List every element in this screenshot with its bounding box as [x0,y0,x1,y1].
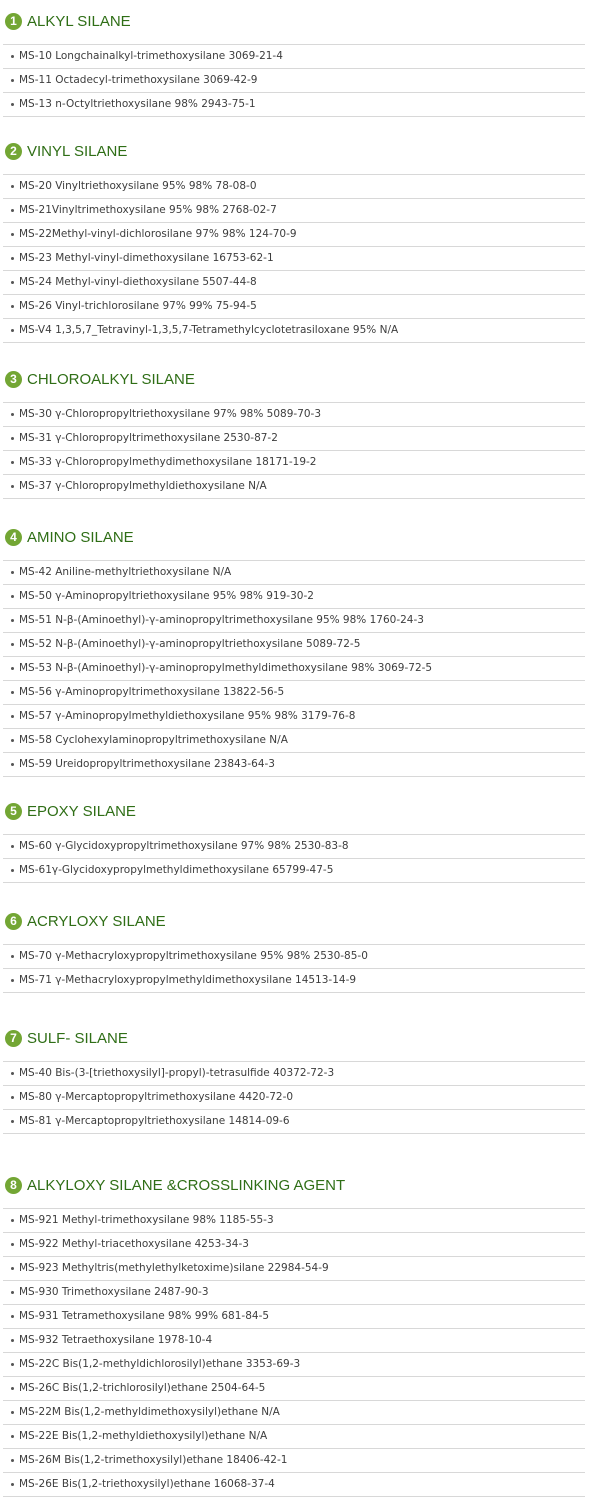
bullet-icon [11,281,14,284]
product-text: MS-42 Aniline-methyltriethoxysilane N/A [19,566,232,578]
list-item [3,69,585,93]
bullet-icon [11,715,14,718]
bullet-icon [11,55,14,58]
product-text: MS-931 Tetramethoxysilane 98% 99% 681-84-5 [19,1310,270,1322]
list-item [3,1110,585,1134]
product-text: MS-37 γ-Chloropropylmethyldiethoxysilane N/A [19,480,267,492]
product-list [3,1061,585,1134]
bullet-icon [11,1096,14,1099]
bullet-icon [11,461,14,464]
section-header [0,369,589,391]
product-text: MS-20 Vinyltriethoxysilane 95% 98% 78-08-0 [19,180,257,192]
bullet-icon [11,869,14,872]
product-text: MS-V4 1,3,5,7_Tetravinyl-1,3,5,7-Tetramethylcyclotetrasiloxane 95% N/A [19,324,399,336]
product-text: MS-13 n-Octyltriethoxysilane 98% 2943-75-1 [19,98,256,110]
bullet-icon [11,955,14,958]
product-text: MS-23 Methyl-vinyl-dimethoxysilane 16753-62-1 [19,252,274,264]
bullet-icon [11,79,14,82]
bullet-icon [11,739,14,742]
list-item [3,1062,585,1086]
product-text: MS-26E Bis(1,2-triethoxysilyl)ethane 16068-37-4 [19,1478,275,1490]
list-item [3,657,585,681]
bullet-icon [11,643,14,646]
bullet-icon [11,763,14,766]
bullet-icon [11,1387,14,1390]
bullet-icon [11,1267,14,1270]
bullet-icon [11,305,14,308]
product-list [3,944,585,993]
section-number-badge: 4 [5,529,22,546]
product-text: MS-26 Vinyl-trichlorosilane 97% 99% 75-94-5 [19,300,257,312]
list-item [3,475,585,499]
section-header [0,1175,589,1197]
list-item [3,451,585,475]
product-text: MS-70 γ-Methacryloxypropyltrimethoxysilane 95% 98% 2530-85-0 [19,950,368,962]
section-header [0,911,589,933]
product-text: MS-56 γ-Aminopropyltrimethoxysilane 13822-56-5 [19,686,285,698]
list-item [3,319,585,343]
product-text: MS-921 Methyl-trimethoxysilane 98% 1185-55-3 [19,1214,274,1226]
section-number-badge: 8 [5,1177,22,1194]
product-text: MS-26C Bis(1,2-trichlorosilyl)ethane 2504-64-5 [19,1382,266,1394]
section-title: SULF- SILANE [27,1030,128,1047]
product-list [3,834,585,883]
list-item [3,633,585,657]
section-header [0,1028,589,1050]
section-header [0,11,589,33]
section-number-badge: 6 [5,913,22,930]
section-header [0,801,589,823]
list-item [3,223,585,247]
bullet-icon [11,1483,14,1486]
list-item [3,427,585,451]
list-item [3,175,585,199]
bullet-icon [11,667,14,670]
section-sulf-silane [0,1028,589,1127]
section-title: ACRYLOXY SILANE [27,913,166,930]
bullet-icon [11,233,14,236]
list-item [3,859,585,883]
bullet-icon [11,1243,14,1246]
list-item [3,609,585,633]
list-item [3,705,585,729]
section-number-badge: 5 [5,803,22,820]
product-text: MS-10 Longchainalkyl-trimethoxysilane 3069-21-4 [19,50,283,62]
bullet-icon [11,595,14,598]
product-text: MS-60 γ-Glycidoxypropyltrimethoxysilane 97% 98% 2530-83-8 [19,840,349,852]
product-text: MS-922 Methyl-triacethoxysilane 4253-34-3 [19,1238,249,1250]
list-item [3,199,585,223]
bullet-icon [11,1120,14,1123]
list-item [3,1329,585,1353]
product-text: MS-61γ-Glycidoxypropylmethyldimethoxysilane 65799-47-5 [19,864,334,876]
product-list [3,560,585,777]
section-number-badge: 1 [5,13,22,30]
list-item [3,945,585,969]
section-title: AMINO SILANE [27,529,134,546]
product-list [3,174,585,343]
list-item [3,1353,585,1377]
section-number-badge: 3 [5,371,22,388]
bullet-icon [11,979,14,982]
list-item [3,753,585,777]
list-item [3,1209,585,1233]
product-text: MS-58 Cyclohexylaminopropyltrimethoxysilane N/A [19,734,288,746]
product-text: MS-24 Methyl-vinyl-diethoxysilane 5507-44-8 [19,276,257,288]
list-item [3,1449,585,1473]
product-text: MS-21Vinyltrimethoxysilane 95% 98% 2768-02-7 [19,204,277,216]
bullet-icon [11,1291,14,1294]
product-text: MS-923 Methyltris(methylethylketoxime)silane 22984-54-9 [19,1262,329,1274]
product-text: MS-22Methyl-vinyl-dichlorosilane 97% 98% 124-70-9 [19,228,297,240]
list-item [3,561,585,585]
list-item [3,585,585,609]
section-header [0,141,589,163]
section-chloroalkyl-silane [0,369,589,492]
bullet-icon [11,1363,14,1366]
list-item [3,45,585,69]
list-item [3,1377,585,1401]
bullet-icon [11,619,14,622]
product-text: MS-26M Bis(1,2-trimethoxysilyl)ethane 18406-42-1 [19,1454,288,1466]
bullet-icon [11,845,14,848]
section-epoxy-silane [0,801,589,876]
section-title: EPOXY SILANE [27,803,136,820]
product-text: MS-22C Bis(1,2-methyldichlorosilyl)ethane 3353-69-3 [19,1358,301,1370]
list-item [3,1473,585,1497]
bullet-icon [11,1315,14,1318]
product-list [3,44,585,117]
product-text: MS-81 γ-Mercaptopropyltriethoxysilane 14814-09-6 [19,1115,290,1127]
product-text: MS-22M Bis(1,2-methyldimethoxysilyl)ethane N/A [19,1406,280,1418]
product-text: MS-33 γ-Chloropropylmethydimethoxysilane 18171-19-2 [19,456,317,468]
product-text: MS-51 N-β-(Aminoethyl)-γ-aminopropyltrimethoxysilane 95% 98% 1760-24-3 [19,614,424,626]
bullet-icon [11,329,14,332]
product-text: MS-31 γ-Chloropropyltrimethoxysilane 2530-87-2 [19,432,278,444]
bullet-icon [11,257,14,260]
bullet-icon [11,691,14,694]
product-text: MS-57 γ-Aminopropylmethyldiethoxysilane 95% 98% 3179-76-8 [19,710,356,722]
list-item [3,247,585,271]
product-text: MS-50 γ-Aminopropyltriethoxysilane 95% 98% 919-30-2 [19,590,314,602]
section-title: VINYL SILANE [27,143,128,160]
section-acryloxy-silane [0,911,589,986]
list-item [3,1401,585,1425]
section-number-badge: 2 [5,143,22,160]
list-item [3,271,585,295]
bullet-icon [11,1072,14,1075]
bullet-icon [11,1339,14,1342]
section-alkyloxy-silane-crosslinking-agent [0,1175,589,1490]
product-list [3,402,585,499]
bullet-icon [11,103,14,106]
list-item [3,1305,585,1329]
bullet-icon [11,485,14,488]
section-title: ALKYL SILANE [27,13,131,30]
list-item [3,835,585,859]
bullet-icon [11,413,14,416]
product-text: MS-59 Ureidopropyltrimethoxysilane 23843-64-3 [19,758,275,770]
bullet-icon [11,1219,14,1222]
list-item [3,1425,585,1449]
product-list [3,1208,585,1497]
section-header [0,527,589,549]
section-alkyl-silane [0,11,589,110]
list-item [3,403,585,427]
product-text: MS-30 γ-Chloropropyltriethoxysilane 97% 98% 5089-70-3 [19,408,322,420]
list-item [3,295,585,319]
product-text: MS-40 Bis-(3-[triethoxysilyl]-propyl)-tetrasulfide 40372-72-3 [19,1067,335,1079]
list-item [3,93,585,117]
product-text: MS-930 Trimethoxysilane 2487-90-3 [19,1286,209,1298]
bullet-icon [11,571,14,574]
list-item [3,1257,585,1281]
bullet-icon [11,209,14,212]
list-item [3,1233,585,1257]
section-title: ALKYLOXY SILANE &CROSSLINKING AGENT [27,1177,346,1194]
product-text: MS-11 Octadecyl-trimethoxysilane 3069-42-9 [19,74,258,86]
list-item [3,969,585,993]
bullet-icon [11,1411,14,1414]
product-text: MS-22E Bis(1,2-methyldiethoxysilyl)ethane N/A [19,1430,268,1442]
product-text: MS-53 N-β-(Aminoethyl)-γ-aminopropylmethyldimethoxysilane 98% 3069-72-5 [19,662,433,674]
section-amino-silane [0,527,589,770]
list-item [3,729,585,753]
bullet-icon [11,185,14,188]
product-text: MS-80 γ-Mercaptopropyltrimethoxysilane 4420-72-0 [19,1091,294,1103]
list-item [3,1281,585,1305]
section-title: CHLOROALKYL SILANE [27,371,195,388]
section-vinyl-silane [0,141,589,336]
product-text: MS-52 N-β-(Aminoethyl)-γ-aminopropyltriethoxysilane 5089-72-5 [19,638,361,650]
list-item [3,681,585,705]
list-item [3,1086,585,1110]
bullet-icon [11,437,14,440]
section-number-badge: 7 [5,1030,22,1047]
bullet-icon [11,1459,14,1462]
product-text: MS-932 Tetraethoxysilane 1978-10-4 [19,1334,213,1346]
product-text: MS-71 γ-Methacryloxypropylmethyldimethoxysilane 14513-14-9 [19,974,357,986]
bullet-icon [11,1435,14,1438]
